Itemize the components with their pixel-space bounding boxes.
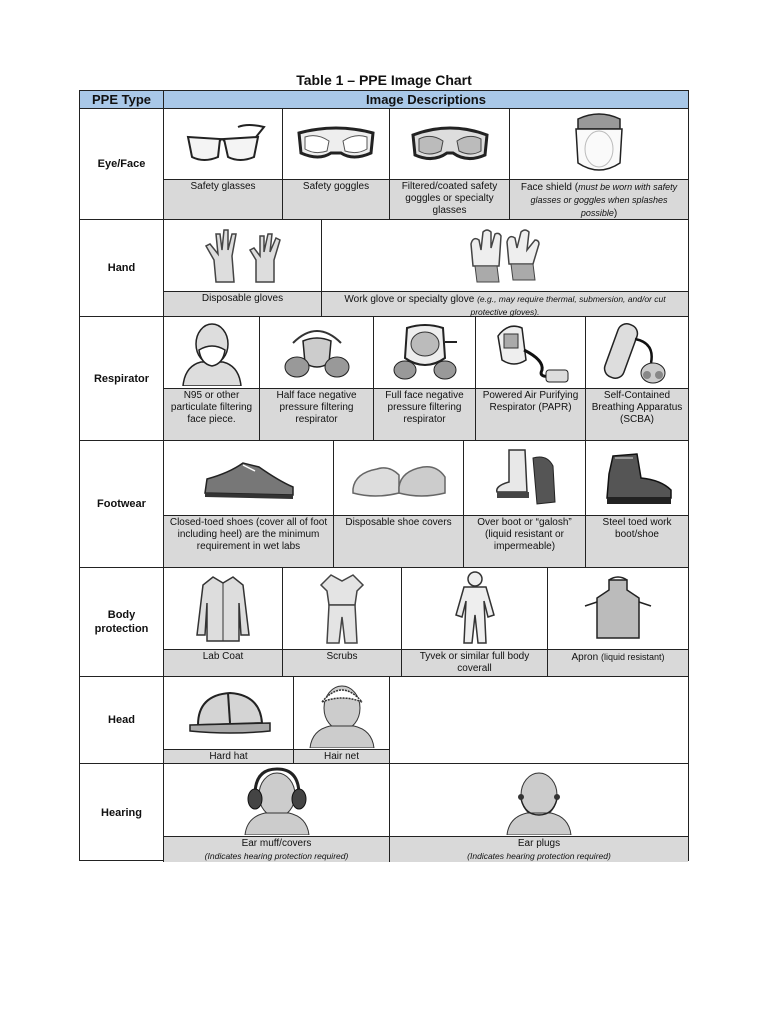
cell-ear-plugs: [390, 764, 688, 862]
caption: N95 or other particulate filtering face piece.: [164, 388, 259, 440]
n95-mask-icon: [164, 317, 259, 388]
caption: Powered Air Purifying Respirator (PAPR): [476, 388, 585, 440]
scrubs-icon: [283, 568, 401, 649]
row-label: Hearing: [80, 764, 164, 862]
caption: Over boot or “galosh” (liquid resistant or impermeable): [464, 515, 585, 567]
cell-lab-coat: [164, 568, 283, 676]
cell-disposable-gloves: [164, 220, 322, 316]
cell-ear-muffs: [164, 764, 390, 862]
row-label: Body protection: [80, 568, 164, 676]
caption: Self-Contained Breathing Apparatus (SCBA): [586, 388, 688, 440]
cell-half-face: [260, 317, 374, 440]
caption: Safety goggles: [283, 179, 389, 219]
row-label: Eye/Face: [80, 109, 164, 219]
caption: Apron (liquid resistant): [548, 649, 688, 676]
cell-apron: [548, 568, 688, 676]
caption: Work glove or specialty glove (e.g., may require thermal, submersion, and/or cut protective gloves).: [322, 291, 688, 316]
cell-scrubs: [283, 568, 402, 676]
cell-empty: [390, 677, 688, 763]
ppe-table: [79, 90, 689, 861]
caption: Hard hat: [164, 749, 293, 763]
row-label: Footwear: [80, 441, 164, 567]
cell-safety-glasses: [164, 109, 283, 219]
cell-work-glove: [322, 220, 688, 316]
over-boot-icon: [464, 441, 585, 515]
row-eye-face: [80, 109, 688, 220]
ear-plugs-icon: [390, 764, 688, 836]
cell-coverall: [402, 568, 548, 676]
steel-toe-boot-icon: [586, 441, 688, 515]
half-face-respirator-icon: [260, 317, 373, 388]
caption: Face shield (must be worn with safety glasses or goggles when splashes possible): [510, 179, 688, 219]
cell-hair-net: [294, 677, 390, 763]
row-respirator: [80, 317, 688, 441]
coverall-icon: [402, 568, 547, 649]
caption: Ear plugs (Indicates hearing protection required): [390, 836, 688, 862]
cell-papr: [476, 317, 586, 440]
hair-net-icon: [294, 677, 389, 749]
cell-face-shield: [510, 109, 688, 219]
cell-hard-hat: [164, 677, 294, 763]
cell-full-face: [374, 317, 476, 440]
row-body-protection: [80, 568, 688, 677]
hard-hat-icon: [164, 677, 293, 749]
caption: Half face negative pressure filtering respirator: [260, 388, 373, 440]
caption: Filtered/coated safety goggles or specialty glasses: [390, 179, 509, 219]
row-label: Head: [80, 677, 164, 763]
shoe-covers-icon: [334, 441, 463, 515]
caption: Scrubs: [283, 649, 401, 676]
caption: Tyvek or similar full body coverall: [402, 649, 547, 676]
apron-icon: [548, 568, 688, 649]
caption: Lab Coat: [164, 649, 282, 676]
row-label: Respirator: [80, 317, 164, 440]
cell-steel-toe-boot: [586, 441, 688, 567]
row-hand: [80, 220, 688, 317]
cell-n95: [164, 317, 260, 440]
caption: Full face negative pressure filtering respirator: [374, 388, 475, 440]
row-hearing: [80, 764, 688, 862]
caption: Ear muff/covers (Indicates hearing protection required): [164, 836, 389, 862]
caption: Closed-toed shoes (cover all of foot including heel) are the minimum requirement in wet labs: [164, 515, 333, 567]
cell-safety-goggles: [283, 109, 390, 219]
caption: Hair net: [294, 749, 389, 763]
face-shield-icon: [510, 109, 688, 179]
full-face-respirator-icon: [374, 317, 475, 388]
cell-closed-toe-shoes: [164, 441, 334, 567]
cell-filtered-goggles: [390, 109, 510, 219]
papr-icon: [476, 317, 585, 388]
header-ppe-type: PPE Type: [80, 91, 164, 109]
row-label: Hand: [80, 220, 164, 316]
header-image-descriptions: Image Descriptions: [164, 91, 688, 109]
ear-muff-icon: [164, 764, 389, 836]
cell-over-boot: [464, 441, 586, 567]
caption: Disposable gloves: [164, 291, 321, 316]
cell-shoe-covers: [334, 441, 464, 567]
disposable-gloves-icon: [164, 220, 321, 291]
caption: Disposable shoe covers: [334, 515, 463, 567]
work-glove-icon: [322, 220, 688, 291]
table-title: Table 1 – PPE Image Chart: [296, 72, 472, 88]
caption: Steel toed work boot/shoe: [586, 515, 688, 567]
caption: Safety glasses: [164, 179, 282, 219]
closed-toe-shoes-icon: [164, 441, 333, 515]
cell-scba: [586, 317, 688, 440]
filtered-goggles-icon: [390, 109, 509, 179]
scba-icon: [586, 317, 688, 388]
row-head: [80, 677, 688, 764]
safety-glasses-icon: [164, 109, 282, 179]
row-footwear: [80, 441, 688, 568]
safety-goggles-icon: [283, 109, 389, 179]
lab-coat-icon: [164, 568, 282, 649]
